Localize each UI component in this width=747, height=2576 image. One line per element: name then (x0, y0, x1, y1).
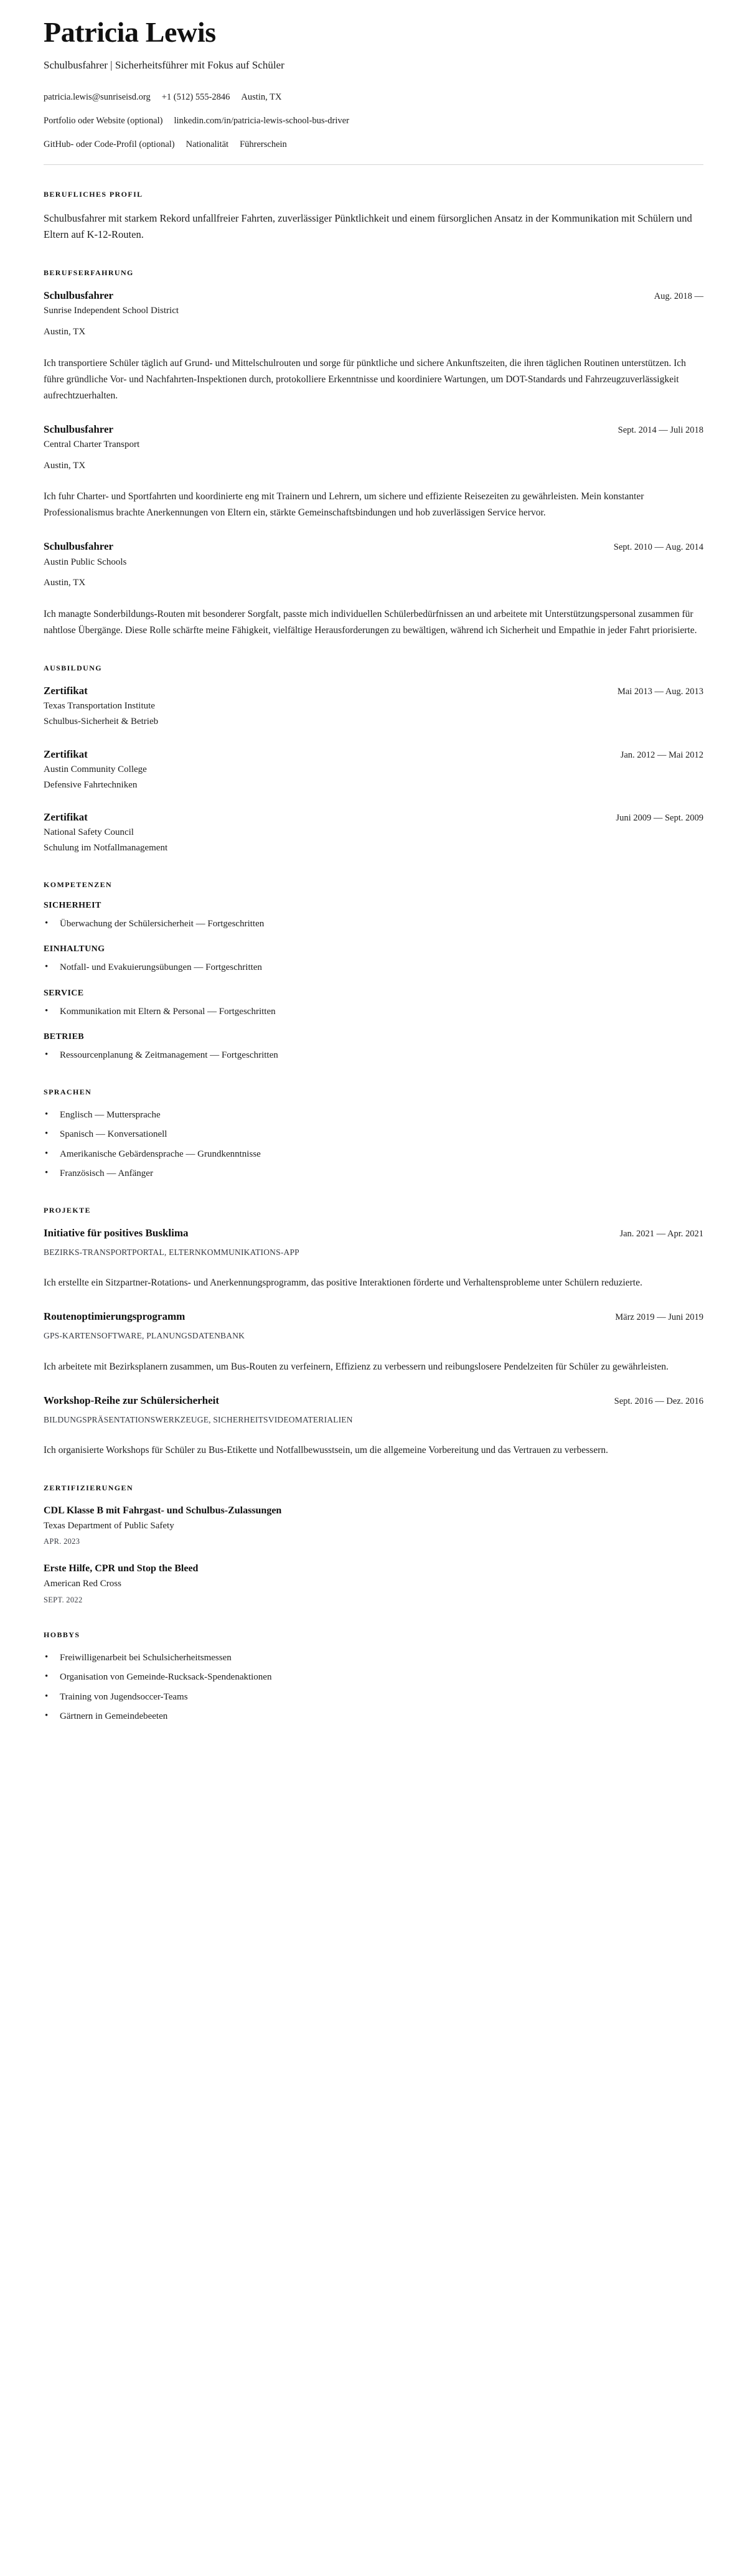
project-entry-header (44, 1394, 703, 1408)
section-projects (44, 1206, 703, 1459)
experience-location: Austin, TX (44, 460, 86, 471)
education-degree: Zertifikat (44, 685, 88, 697)
portfolio-label: Portfolio oder Website (optional) (44, 116, 163, 126)
section-heading-certifications: ZERTIFIZIERUNGEN (44, 1483, 134, 1492)
contact-line-portfolio (44, 115, 703, 128)
nationality-label: Nationalität (186, 139, 229, 149)
hobby-item: • Organisation von Gemeinde-Rucksack-Spendenaktionen (44, 1670, 703, 1685)
header-divider (44, 164, 703, 165)
project-description: Ich arbeitete mit Bezirksplanern zusammen, um Bus-Routen zu verfeinern, Effizienz zu verbessern und reibungslosere Pendelzeiten für Schüler zu gewährleisten. (44, 1361, 669, 1372)
project-date-range: Sept. 2016 — Dez. 2016 (614, 1396, 703, 1406)
experience-date-range: Aug. 2018 — (654, 291, 703, 302)
contact-linkedin[interactable]: linkedin.com/in/patricia-lewis-school-bus-driver (174, 116, 349, 126)
section-heading-experience: BERUFSERFAHRUNG (44, 268, 134, 278)
skill-category-label: BETRIEB (44, 1032, 85, 1042)
experience-description: Ich managte Sonderbildungs-Routen mit besonderer Sorgfalt, passte mich individuellen Schülerbedürfnissen an und arbeitete mit Unterstützungspersonal zusammen für nahtlose Übergänge. Diese Rolle schärfte meine Fähigkeit, vielfältige Herausforderungen zu bewältigen, während ich Sicherheit und Empathie in jeder Fahrt priorisierte. (44, 609, 697, 636)
experience-entry (44, 423, 703, 522)
skill-group (44, 944, 703, 975)
education-field: Schulung im Notfallmanagement (44, 843, 168, 853)
education-entry (44, 684, 703, 729)
section-heading-skills: KOMPETENZEN (44, 880, 113, 889)
project-entry (44, 1394, 703, 1459)
skill-group (44, 901, 703, 931)
education-date-range: Jan. 2012 — Mai 2012 (620, 750, 703, 760)
contact-phone[interactable]: +1 (512) 555-2846 (161, 92, 230, 103)
certification-issuer: Texas Department of Public Safety (44, 1520, 174, 1531)
contact-location: Austin, TX (241, 92, 282, 103)
experience-entry (44, 289, 703, 404)
education-degree: Zertifikat (44, 748, 88, 760)
experience-date-range: Sept. 2014 — Juli 2018 (618, 425, 703, 435)
section-profile (44, 190, 703, 243)
certification-name: CDL Klasse B mit Fahrgast- und Schulbus-Zulassungen (44, 1505, 282, 1516)
project-keywords: BILDUNGSPRÄSENTATIONSWERKZEUGE, SICHERHEITSVIDEOMATERIALIEN (44, 1414, 353, 1424)
projects-list (44, 1226, 703, 1459)
education-entry (44, 811, 703, 855)
experience-entry-header (44, 423, 703, 436)
hobby-item: • Gärtnern in Gemeindebeeten (44, 1709, 703, 1724)
certifications-list (44, 1504, 703, 1605)
certification-date: APR. 2023 (44, 1537, 80, 1546)
education-entry-header (44, 684, 703, 698)
education-date-range: Juni 2009 — Sept. 2009 (616, 813, 703, 824)
profile-summary: Schulbusfahrer mit starkem Rekord unfallfreier Fahrten, zuverlässiger Pünktlichkeit und einem fürsorglichen Ansatz in der Kommunikation mit Schülern und Eltern auf K-12-Routen. (44, 212, 692, 241)
skill-item-list (44, 917, 703, 931)
education-degree: Zertifikat (44, 811, 88, 824)
skill-group (44, 1032, 703, 1063)
contact-email[interactable]: patricia.lewis@sunriseisd.org (44, 92, 151, 103)
skill-item-list (44, 961, 703, 975)
contact-line-extra (44, 138, 703, 152)
section-hobbies (44, 1630, 703, 1724)
education-list (44, 684, 703, 855)
language-item: • Englisch — Muttersprache (44, 1108, 703, 1122)
education-entry-header (44, 811, 703, 824)
education-date-range: Mai 2013 — Aug. 2013 (617, 687, 703, 697)
language-item: • Amerikanische Gebärdensprache — Grundkenntnisse (44, 1147, 703, 1162)
hobbies-list (44, 1651, 703, 1724)
certification-entry (44, 1504, 703, 1547)
project-entry-header (44, 1226, 703, 1240)
education-entry-header (44, 748, 703, 761)
section-experience (44, 268, 703, 639)
project-date-range: Jan. 2021 — Apr. 2021 (619, 1228, 703, 1239)
experience-entry (44, 540, 703, 639)
experience-job-title: Schulbusfahrer (44, 423, 114, 435)
skill-item: • Ressourcenplanung & Zeitmanagement — Fortgeschritten (44, 1048, 703, 1063)
candidate-name: Patricia Lewis (44, 16, 216, 48)
skill-group (44, 989, 703, 1019)
experience-organization: Austin Public Schools (44, 557, 127, 567)
education-institution: Austin Community College (44, 764, 147, 774)
certification-date: SEPT. 2022 (44, 1595, 83, 1604)
experience-job-title: Schulbusfahrer (44, 540, 114, 553)
experience-organization: Central Charter Transport (44, 439, 140, 449)
project-title: Routenoptimierungsprogramm (44, 1310, 186, 1323)
section-heading-education: AUSBILDUNG (44, 664, 103, 673)
skill-category-label: EINHALTUNG (44, 944, 105, 954)
hobby-item: • Freiwilligenarbeit bei Schulsicherheitsmessen (44, 1651, 703, 1665)
contact-line-primary (44, 91, 703, 105)
skills-list (44, 901, 703, 1063)
experience-entry-header (44, 540, 703, 553)
experience-date-range: Sept. 2010 — Aug. 2014 (613, 542, 703, 553)
certification-entry (44, 1562, 703, 1605)
section-education (44, 664, 703, 855)
section-skills (44, 880, 703, 1063)
skill-category-label: SICHERHEIT (44, 900, 101, 910)
skill-item: • Notfall- und Evakuierungsübungen — Fortgeschritten (44, 961, 703, 975)
experience-location: Austin, TX (44, 578, 86, 588)
project-keywords: GPS-KARTENSOFTWARE, PLANUNGSDATENBANK (44, 1331, 245, 1341)
project-keywords: BEZIRKS-TRANSPORTPORTAL, ELTERNKOMMUNIKATIONS-APP (44, 1247, 299, 1257)
education-entry (44, 748, 703, 792)
experience-location: Austin, TX (44, 326, 86, 337)
section-heading-projects: PROJEKTE (44, 1205, 91, 1215)
project-date-range: März 2019 — Juni 2019 (615, 1312, 703, 1323)
project-description: Ich erstellte ein Sitzpartner-Rotations- und Anerkennungsprogramm, das positive Interaktionen förderte und Verhaltensprobleme unter Schülern reduzierte. (44, 1277, 642, 1289)
experience-list (44, 289, 703, 639)
skill-category-label: SERVICE (44, 988, 84, 998)
education-field: Defensive Fahrtechniken (44, 779, 138, 790)
section-heading-hobbies: HOBBYS (44, 1630, 80, 1639)
skill-item-list (44, 1048, 703, 1063)
experience-organization: Sunrise Independent School District (44, 306, 179, 316)
education-institution: National Safety Council (44, 827, 134, 838)
project-description: Ich organisierte Workshops für Schüler zu Bus-Etikette und Notfallbewusstsein, um die allgemeine Vorbereitung und das Vertrauen zu verbessern. (44, 1444, 608, 1455)
candidate-headline: Schulbusfahrer | Sicherheitsführer mit Fokus auf Schüler (44, 59, 284, 72)
section-languages (44, 1088, 703, 1181)
certification-name: Erste Hilfe, CPR und Stop the Bleed (44, 1563, 199, 1574)
project-entry (44, 1310, 703, 1375)
experience-job-title: Schulbusfahrer (44, 289, 114, 302)
certification-issuer: American Red Cross (44, 1579, 121, 1589)
project-title: Workshop-Reihe zur Schülersicherheit (44, 1394, 220, 1406)
section-certifications (44, 1483, 703, 1605)
hobby-item: • Training von Jugendsoccer-Teams (44, 1690, 703, 1704)
skill-item: • Kommunikation mit Eltern & Personal — Fortgeschritten (44, 1005, 703, 1019)
project-entry (44, 1226, 703, 1291)
section-heading-profile: BERUFLICHES PROFIL (44, 189, 143, 199)
experience-entry-header (44, 289, 703, 303)
skill-item-list (44, 1005, 703, 1019)
language-item: • Französisch — Anfänger (44, 1167, 703, 1181)
education-field: Schulbus-Sicherheit & Betrieb (44, 716, 159, 726)
section-heading-languages: SPRACHEN (44, 1087, 92, 1096)
skill-item: • Überwachung der Schülersicherheit — Fortgeschritten (44, 917, 703, 931)
license-label: Führerschein (240, 139, 287, 149)
project-entry-header (44, 1310, 703, 1323)
languages-list (44, 1108, 703, 1181)
language-item: • Spanisch — Konversationell (44, 1127, 703, 1142)
project-title: Initiative für positives Busklima (44, 1226, 189, 1239)
experience-description: Ich transportiere Schüler täglich auf Grund- und Mittelschulrouten und sorge für pünktliche und sichere Ankunftszeiten, die ihren täglichen Routinen unterstützen. Ich führe gründliche Vor- und Nachfahrten-Inspektionen durch, protokolliere Erkenntnisse und koordiniere Wartungen, um DOT-Standards und Fahrzeugzuverlässigkeit aufrechtzuerhalten. (44, 357, 686, 401)
github-label: GitHub- oder Code-Profil (optional) (44, 139, 175, 149)
education-institution: Texas Transportation Institute (44, 701, 155, 712)
experience-description: Ich fuhr Charter- und Sportfahrten und koordinierte eng mit Trainern und Lehrern, um sichere und effiziente Reisezeiten zu gewährleisten. Mein konstanter Professionalismus brachte Anerkennungen von Eltern ein, stärkte Gemeinschaftsbindungen und hob zuverlässigen Service hervor. (44, 491, 644, 519)
resume-header (44, 17, 703, 165)
